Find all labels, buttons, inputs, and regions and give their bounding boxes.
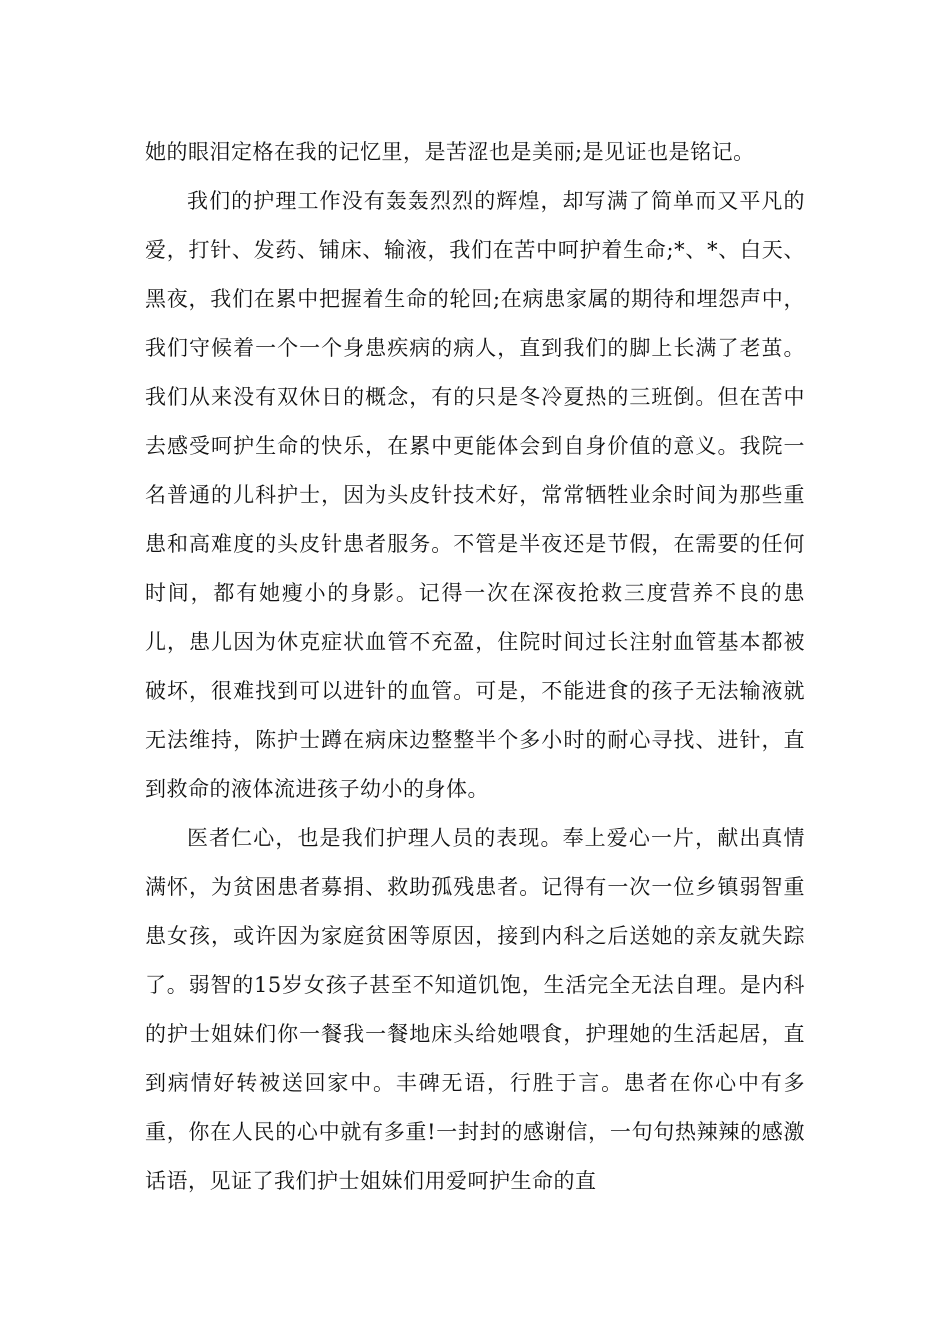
paragraph-3: 医者仁心，也是我们护理人员的表现。奉上爱心一片，献出真情满怀，为贫困患者募捐、救助孤残患者。记得有一次一位乡镇弱智重患女孩，或许因为家庭贫困等原因，接到内科之后送她的亲友就失踪了。弱智的15岁女孩子甚至不知道饥饱，生活完全无法自理。是内科的护士姐妹们你一餐我一餐地床头给她喂食，护理她的生活起居，直到病情好转被送回家中。丰碑无语，行胜于言。患者在你心中有多重，你在人民的心中就有多重!一封封的感谢信，一句句热辣辣的感激话语，见证了我们护士姐妹们用爱呵护生命的直 (145, 826, 805, 1193)
document-body (145, 128, 805, 1206)
paragraph-2: 我们的护理工作没有轰轰烈烈的辉煌，却写满了简单而又平凡的爱，打针、发药、铺床、输液，我们在苦中呵护着生命;*、*、白天、黑夜，我们在累中把握着生命的轮回;在病患家属的期待和埋怨声中，我们守候着一个一个身患疾病的病人，直到我们的脚上长满了老茧。我们从来没有双休日的概念，有的只是冬冷夏热的三班倒。但在苦中去感受呵护生命的快乐，在累中更能体会到自身价值的意义。我院一名普通的儿科护士，因为头皮针技术好，常常牺牲业余时间为那些重患和高难度的头皮针患者服务。不管是半夜还是节假，在需要的任何时间，都有她瘦小的身影。记得一次在深夜抢救三度营养不良的患儿，患儿因为休克症状血管不充盈，住院时间过长注射血管基本都被破坏，很难找到可以进针的血管。可是，不能进食的孩子无法输液就无法维持，陈护士蹲在病床边整整半个多小时的耐心寻找、进针，直到救命的液体流进孩子幼小的身体。 (145, 189, 805, 801)
paragraph-1: 她的眼泪定格在我的记忆里，是苦涩也是美丽;是见证也是铭记。 (145, 140, 755, 164)
